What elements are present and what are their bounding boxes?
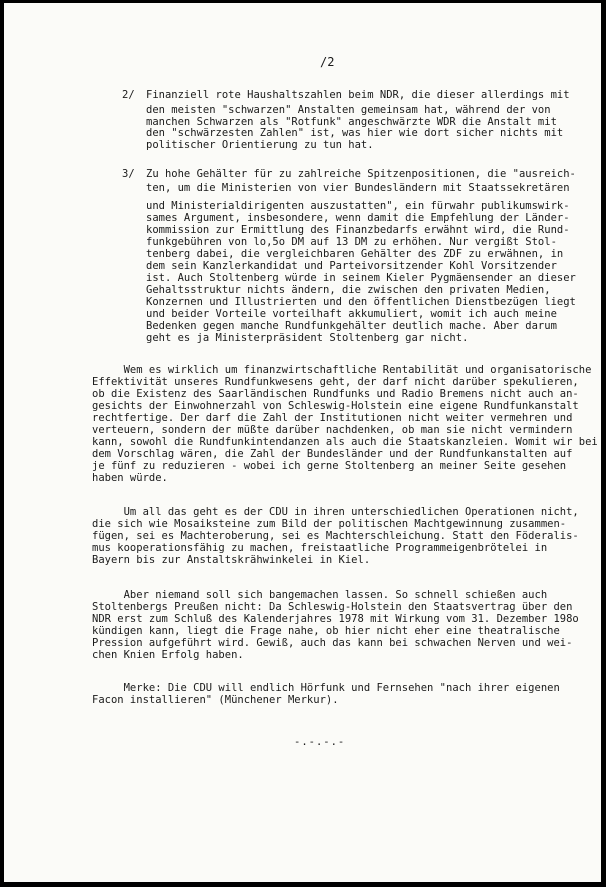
text-line: Um all das geht es der CDU in ihren unterschiedlichen Operationen nicht, (92, 506, 579, 518)
text-line: kommission zur Ermittlung des Finanzbedarfs erwähnt wird, die Rund- (146, 224, 570, 236)
text-line: kündigen kann, liegt die Frage nahe, ob hier nicht eher eine theatralische (92, 625, 560, 637)
text-line: politischer Orientierung zu tun hat. (146, 139, 374, 151)
text-line: Bedenken gegen manche Rundfunkgehälter deutlich mache. Aber darum (146, 320, 557, 332)
text-line: ob die Existenz des Saarländischen Rundfunks und Radio Bremens nicht auch an- (92, 388, 579, 400)
text-line: fügen, sei es Machteroberung, sei es Machterschleichung. Statt den Föderalis- (92, 530, 579, 542)
page-number: /2 (320, 55, 335, 69)
text-line: Gehaltsstruktur nichts ändern, die zwischen den privaten Medien, (146, 284, 551, 296)
text-line: kann, sowohl die Rundfunkintendanzen als auch die Staatskanzleien. Womit wir bei (92, 436, 598, 448)
text-line: tenberg dabei, die vergleichbaren Gehälter des ZDF zu erwähnen, in (146, 248, 564, 260)
list-item-marker: 2/ (122, 89, 135, 101)
text-line: geht es ja Ministerpräsident Stoltenberg gar nicht. (146, 332, 469, 344)
text-line: Pression aufgeführt wird. Gewiß, auch das kann bei schwachen Nerven und wei- (92, 637, 573, 649)
text-line: den meisten "schwarzen" Anstalten gemeinsam hat, während der von (146, 104, 551, 116)
text-line: den "schwärzesten Zahlen" ist, was hier wie dort sicher nichts mit (146, 127, 564, 139)
text-line: die sich wie Mosaiksteine zum Bild der politischen Machtgewinnung zusammen- (92, 518, 567, 530)
document-page (4, 3, 601, 882)
text-line: Facon installieren" (Münchener Merkur). (92, 694, 339, 706)
text-line: und beider Vorteile vorteilhaft akkumuliert, womit ich auch meine (146, 308, 557, 320)
text-line: Konzernen und Illustrierten und den öffentlichen Dienstbezügen liegt (146, 296, 576, 308)
text-line: je fünf zu reduzieren - wobei ich gerne Stoltenberg an meiner Seite gesehen (92, 460, 567, 472)
text-line: dem sein Kanzlerkandidat und Parteivorsitzender Kohl Vorsitzender (146, 260, 557, 272)
text-line: manchen Schwarzen als "Rotfunk" angeschwärzte WDR die Anstalt mit (146, 116, 557, 128)
text-line: Finanziell rote Haushaltszahlen beim NDR, die dieser allerdings mit (146, 89, 570, 101)
text-line: funkgebühren von lo,5o DM auf 13 DM zu erhöhen. Nur vergißt Stol- (146, 236, 557, 248)
text-line: gesichts der Einwohnerzahl von Schleswig-Holstein eine eigene Rundfunkanstalt (92, 400, 579, 412)
text-line: chen Knien Erfolg haben. (92, 649, 244, 661)
text-line: mus kooperationsfähig zu machen, freistaatliche Programmeigenbrötelei in (92, 542, 548, 554)
text-line: haben würde. (92, 472, 168, 484)
text-line: verteuern, sondern der müßte darüber nachdenken, ob man sie nicht vermindern (92, 424, 573, 436)
text-line: rechtfertige. Der darf die Zahl der Institutionen nicht weiter vermehren und (92, 412, 573, 424)
text-line: dem Vorschlag wären, die Zahl der Bundesländer und der Rundfunkanstalten auf (92, 448, 573, 460)
closing-mark: -.-.-.- (294, 736, 346, 748)
text-line: Aber niemand soll sich bangemachen lassen. So schnell schießen auch (92, 589, 548, 601)
text-line: ist. Auch Stoltenberg würde in seinem Kieler Pygmäensender an dieser (146, 272, 576, 284)
text-line: Bayern bis zur Anstaltskrähwinkelei in Kiel. (92, 554, 371, 566)
text-line: NDR erst zum Schluß des Kalenderjahres 1978 mit Wirkung vom 31. Dezember 198o (92, 613, 579, 625)
text-line: sames Argument, insbesondere, wenn damit die Empfehlung der Länder- (146, 212, 570, 224)
text-line: Zu hohe Gehälter für zu zahlreiche Spitzenpositionen, die "ausreich- (146, 168, 576, 180)
text-line: und Ministerialdirigenten auszustatten", ein fürwahr publikumswirk- (146, 200, 570, 212)
text-line: Effektivität unseres Rundfunkwesens geht, der darf nicht darüber spekulieren, (92, 376, 579, 388)
list-item-marker: 3/ (122, 168, 135, 180)
text-line: Merke: Die CDU will endlich Hörfunk und Fernsehen "nach ihrer eigenen (92, 682, 560, 694)
text-line: ten, um die Ministerien von vier Bundesländern mit Staatssekretären (146, 182, 570, 194)
text-line: Stoltenbergs Preußen nicht: Da Schleswig-Holstein den Staatsvertrag über den (92, 601, 573, 613)
text-line: Wem es wirklich um finanzwirtschaftliche Rentabilität und organisatorische (92, 364, 592, 376)
